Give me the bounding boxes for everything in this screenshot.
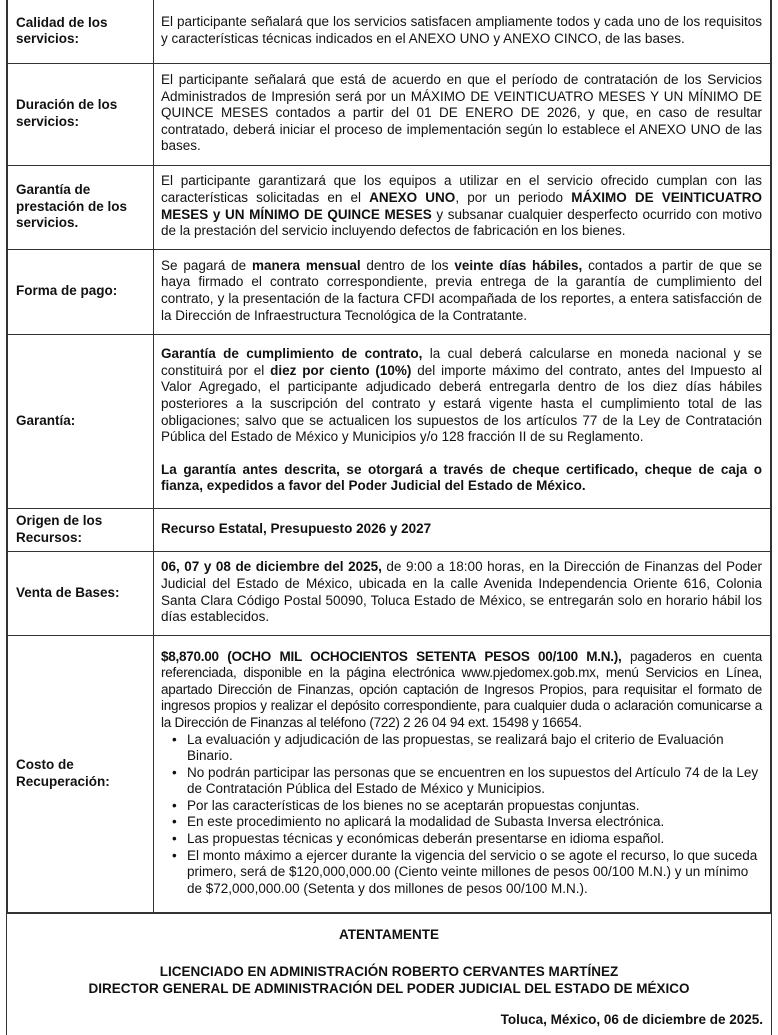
row-text: Garantía de cumplimiento de contrato, la cual deberá calcularse en moneda nacional y se constituirá por el diez por ciento (10%) del importe máximo del contrato, antes del Impuesto al Valor Agregado, el participante adjudicado deberá entregarla dentro de los diez días hábiles posteriores a la suscripción del contrato y estará vigente hasta el cumplimiento total de las obligaciones; salvo que se actualicen los supuestos de los artículos 77 de la Ley de Contratación Pública del Estado de México y Municipios y/o 128 fracción II de su Reglamento. La garantía antes descrita, se otorgará a través de cheque certificado, cheque de caja o fianza, expedidos a favor del Poder Judicial del Estado de México. <box>154 334 771 508</box>
place-date: Toluca, México, 06 de diciembre de 2025. <box>500 1011 763 1027</box>
row-text: 06, 07 y 08 de diciembre del 2025, de 9:00 a 18:00 horas, en la Dirección de Finanzas del Poder Judicial del Estado de México, ubicada en la calle Avenida Independencia Oriente 616, Colonia Santa Clara Código Postal 50090, Toluca Estado de México, se entregarán solo en horario hábil los días establecidos. <box>154 551 771 635</box>
row-label: Garantía: <box>8 334 154 508</box>
row-label: Calidad de los servicios: <box>8 0 154 63</box>
garantia-note: La garantía antes descrita, se otorgará a través de cheque certificado, cheque de caja o fianza, expedidos a favor del Poder Judicial del Estado de México. <box>161 461 762 494</box>
row-forma-pago <box>8 249 771 334</box>
row-duracion <box>8 63 771 165</box>
row-text: $8,870.00 (OCHO MIL OCHOCIENTOS SETENTA PESOS 00/100 M.N.), pagaderos en cuenta referenciada, disponible en la página electrónica www.pjedomex.gob.mx, menú Servicios en Línea, apartado Dirección de Finanzas, opción captación de Ingresos Propios, para requisitar el formato de ingresos propios y realizar el depósito correspondiente, para cualquier duda o aclaración comunicarse a la Dirección de Finanzas al teléfono (722) 2 26 04 94 ext. 15498 y 16654. • La evaluación y adjudicación de las propuestas, se realizará bajo el criterio de Evaluación Binario. • No podrán participar las personas que se encuentren en los supuestos del Artículo 74 de la Ley de Contratación Pública del Estado de México y Municipios. • Por las características de los bienes no se aceptarán propuestas conjuntas. • En este procedimiento no aplicará la modalidad de Subasta Inversa electrónica. • Las propuestas técnicas y económicas deberán presentarse en idioma español. • El monto máximo a ejercer durante la vigencia del servicio o se agote el recurso, lo que suceda primero, será de $120,000,000.00 (Ciento veinte millones de pesos 00/100 M.N.) y un mínimo de $72,000,000.00 (Setenta y dos millones de pesos 00/100 M.N.). <box>154 635 771 912</box>
signer-name: LICENCIADO EN ADMINISTRACIÓN ROBERTO CERVANTES MARTÍNEZ <box>159 963 619 979</box>
list-item: • Las propuestas técnicas y económicas deberán presentarse en idioma español. <box>170 831 762 848</box>
document-page <box>6 0 772 1035</box>
list-item: • El monto máximo a ejercer durante la vigencia del servicio o se agote el recurso, lo que suceda primero, será de $120,000,000.00 (Ciento veinte millones de pesos 00/100 M.N.) y un mínimo de $72,000,000.00 (Setenta y dos millones de pesos 00/100 M.N.). <box>170 848 762 898</box>
row-text: Recurso Estatal, Presupuesto 2026 y 2027 <box>154 508 771 551</box>
closing-text: ATENTAMENTE <box>339 926 439 942</box>
row-calidad <box>8 0 771 63</box>
list-item: • Por las características de los bienes no se aceptarán propuestas conjuntas. <box>170 798 762 815</box>
row-text: El participante señalará que los servicios satisfacen ampliamente todos y cada uno de los requisitos y características técnicas indicados en el ANEXO UNO y ANEXO CINCO, de las bases. <box>154 0 771 63</box>
row-venta <box>8 551 771 635</box>
row-garantia-prestacion <box>8 165 771 249</box>
row-label: Forma de pago: <box>8 249 154 334</box>
row-garantia <box>8 334 771 508</box>
signature-block <box>7 913 771 1028</box>
row-label: Origen de los Recursos: <box>8 508 154 551</box>
row-label: Garantía de prestación de los servicios. <box>8 165 154 249</box>
row-text: El participante garantizará que los equipos a utilizar en el servicio ofrecido cumplan con las características solicitadas en el ANEXO UNO, por un periodo MÁXIMO DE VEINTICUATRO MESES y UN MÍNIMO DE QUINCE MESES y subsanar cualquier desperfecto ocurrido con motivo de la prestación del servicio incluyendo defectos de fabricación en los bienes. <box>154 165 771 249</box>
list-item: • En este procedimiento no aplicará la modalidad de Subasta Inversa electrónica. <box>170 814 762 831</box>
row-text: El participante señalará que está de acuerdo en que el período de contratación de los Servicios Administrados de Impresión será por un MÁXIMO DE VEINTICUATRO MESES Y UN MÍNIMO DE QUINCE MESES contados a partir del 01 DE ENERO DE 2026, y que, en caso de resultar contratado, deberá iniciar el proceso de implementación según lo establece el ANEXO UNO de las bases. <box>154 63 771 165</box>
list-item: • La evaluación y adjudicación de las propuestas, se realizará bajo el criterio de Evaluación Binario. <box>170 732 762 765</box>
row-label: Duración de los servicios: <box>8 63 154 165</box>
conditions-list <box>161 732 762 898</box>
row-costo <box>8 635 771 912</box>
row-text: Se pagará de manera mensual dentro de los veinte días hábiles, contados a partir de que se haya firmado el contrato correspondiente, previa entrega de la garantía de cumplimiento del contrato, y la presentación de la factura CFDI acompañada de los reportes, a entera satisfacción de la Dirección de Infraestructura Tecnológica de la Contratante. <box>154 249 771 334</box>
convocatoria-table <box>7 0 771 913</box>
list-item: • No podrán participar las personas que se encuentren en los supuestos del Artículo 74 de la Ley de Contratación Pública del Estado de México y Municipios. <box>170 765 762 798</box>
row-origen <box>8 508 771 551</box>
row-label: Costo de Recuperación: <box>8 635 154 912</box>
signer-position: DIRECTOR GENERAL DE ADMINISTRACIÓN DEL PODER JUDICIAL DEL ESTADO DE MÉXICO <box>88 980 690 996</box>
row-label: Venta de Bases: <box>8 551 154 635</box>
